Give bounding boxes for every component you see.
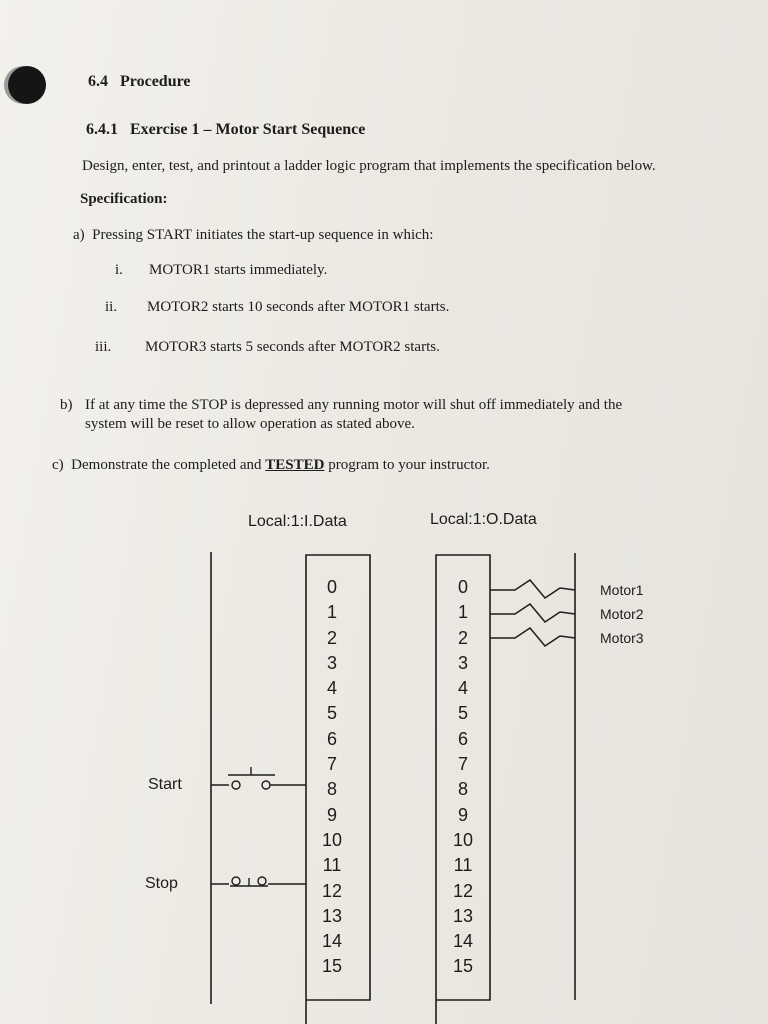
sub-item-iii-text: MOTOR3 starts 5 seconds after MOTOR2 starts. [145,339,440,355]
output-bit: 12 [452,880,474,901]
item-b-marker: b) [60,397,73,413]
input-bit: 5 [326,703,337,724]
sub-item-i-marker: i. [115,262,123,278]
input-bit: 9 [326,804,337,825]
section-title: Procedure [120,73,191,90]
item-a-text: Pressing START initiates the start-up sequence in which: [92,227,434,243]
input-bit: 1 [326,602,337,623]
input-bit-column [312,575,352,980]
output-bit: 5 [457,703,468,724]
input-bit: 8 [326,779,337,800]
sub-item-iii-marker: iii. [95,339,112,355]
input-bit: 0 [326,577,337,597]
motor1-label: Motor1 [600,582,644,598]
output-bit: 1 [457,602,468,623]
start-pushbutton-symbol [211,767,306,789]
input-bit: 2 [326,627,337,648]
input-bit: 15 [321,956,343,977]
section-number: 6.4 [88,73,108,90]
intro-text: Design, enter, test, and printout a ladder logic program that implements the specification below. [82,158,656,174]
output-bit: 13 [452,905,474,926]
output-bit: 2 [457,627,468,648]
input-module-title: Local:1:I.Data [248,513,347,530]
item-b-line1: If at any time the STOP is depressed any running motor will shut off immediately and the [85,397,623,413]
input-bit: 6 [326,728,337,749]
output-module-title: Local:1:O.Data [430,511,537,528]
input-bit: 3 [326,652,337,673]
output-bit: 8 [457,779,468,800]
motor3-label: Motor3 [600,630,644,646]
output-bit: 4 [457,678,468,699]
specification-label: Specification: [80,191,168,207]
output-bit: 3 [457,652,468,673]
stop-pushbutton-symbol [211,877,306,886]
output-bit: 7 [457,754,468,775]
output-bit: 10 [452,829,474,850]
output-bit: 11 [453,855,473,876]
item-a-marker: a) [73,227,85,243]
input-bit: 10 [321,829,343,850]
input-bit: 14 [321,931,343,952]
input-bit: 12 [321,880,343,901]
motor-wires [490,580,575,646]
sub-item-ii-text: MOTOR2 starts 10 seconds after MOTOR1 starts. [147,299,450,315]
sub-item-ii-marker: ii. [105,299,118,315]
output-bit: 14 [452,931,474,952]
output-bit: 15 [452,956,474,977]
stop-input-label: Stop [145,875,178,892]
item-c-pre: Demonstrate the completed and [71,457,266,473]
input-bit: 11 [322,855,342,876]
input-bit: 13 [321,905,343,926]
item-b-line2: system will be reset to allow operation as stated above. [85,416,415,432]
item-c-marker: c) [52,457,64,473]
start-input-label: Start [148,776,182,793]
input-bit: 7 [326,754,337,775]
item-c-emphasis: TESTED [265,457,325,473]
sub-item-i-text: MOTOR1 starts immediately. [149,262,328,278]
output-bit: 0 [457,577,468,597]
exercise-number: 6.4.1 [86,121,118,138]
input-bit: 4 [326,678,337,699]
output-bit: 9 [457,804,468,825]
motor2-label: Motor2 [600,606,644,622]
output-bit: 6 [457,728,468,749]
output-bit-column [443,575,483,980]
item-c-post: program to your instructor. [324,457,490,473]
exercise-title: Exercise 1 – Motor Start Sequence [130,121,366,138]
